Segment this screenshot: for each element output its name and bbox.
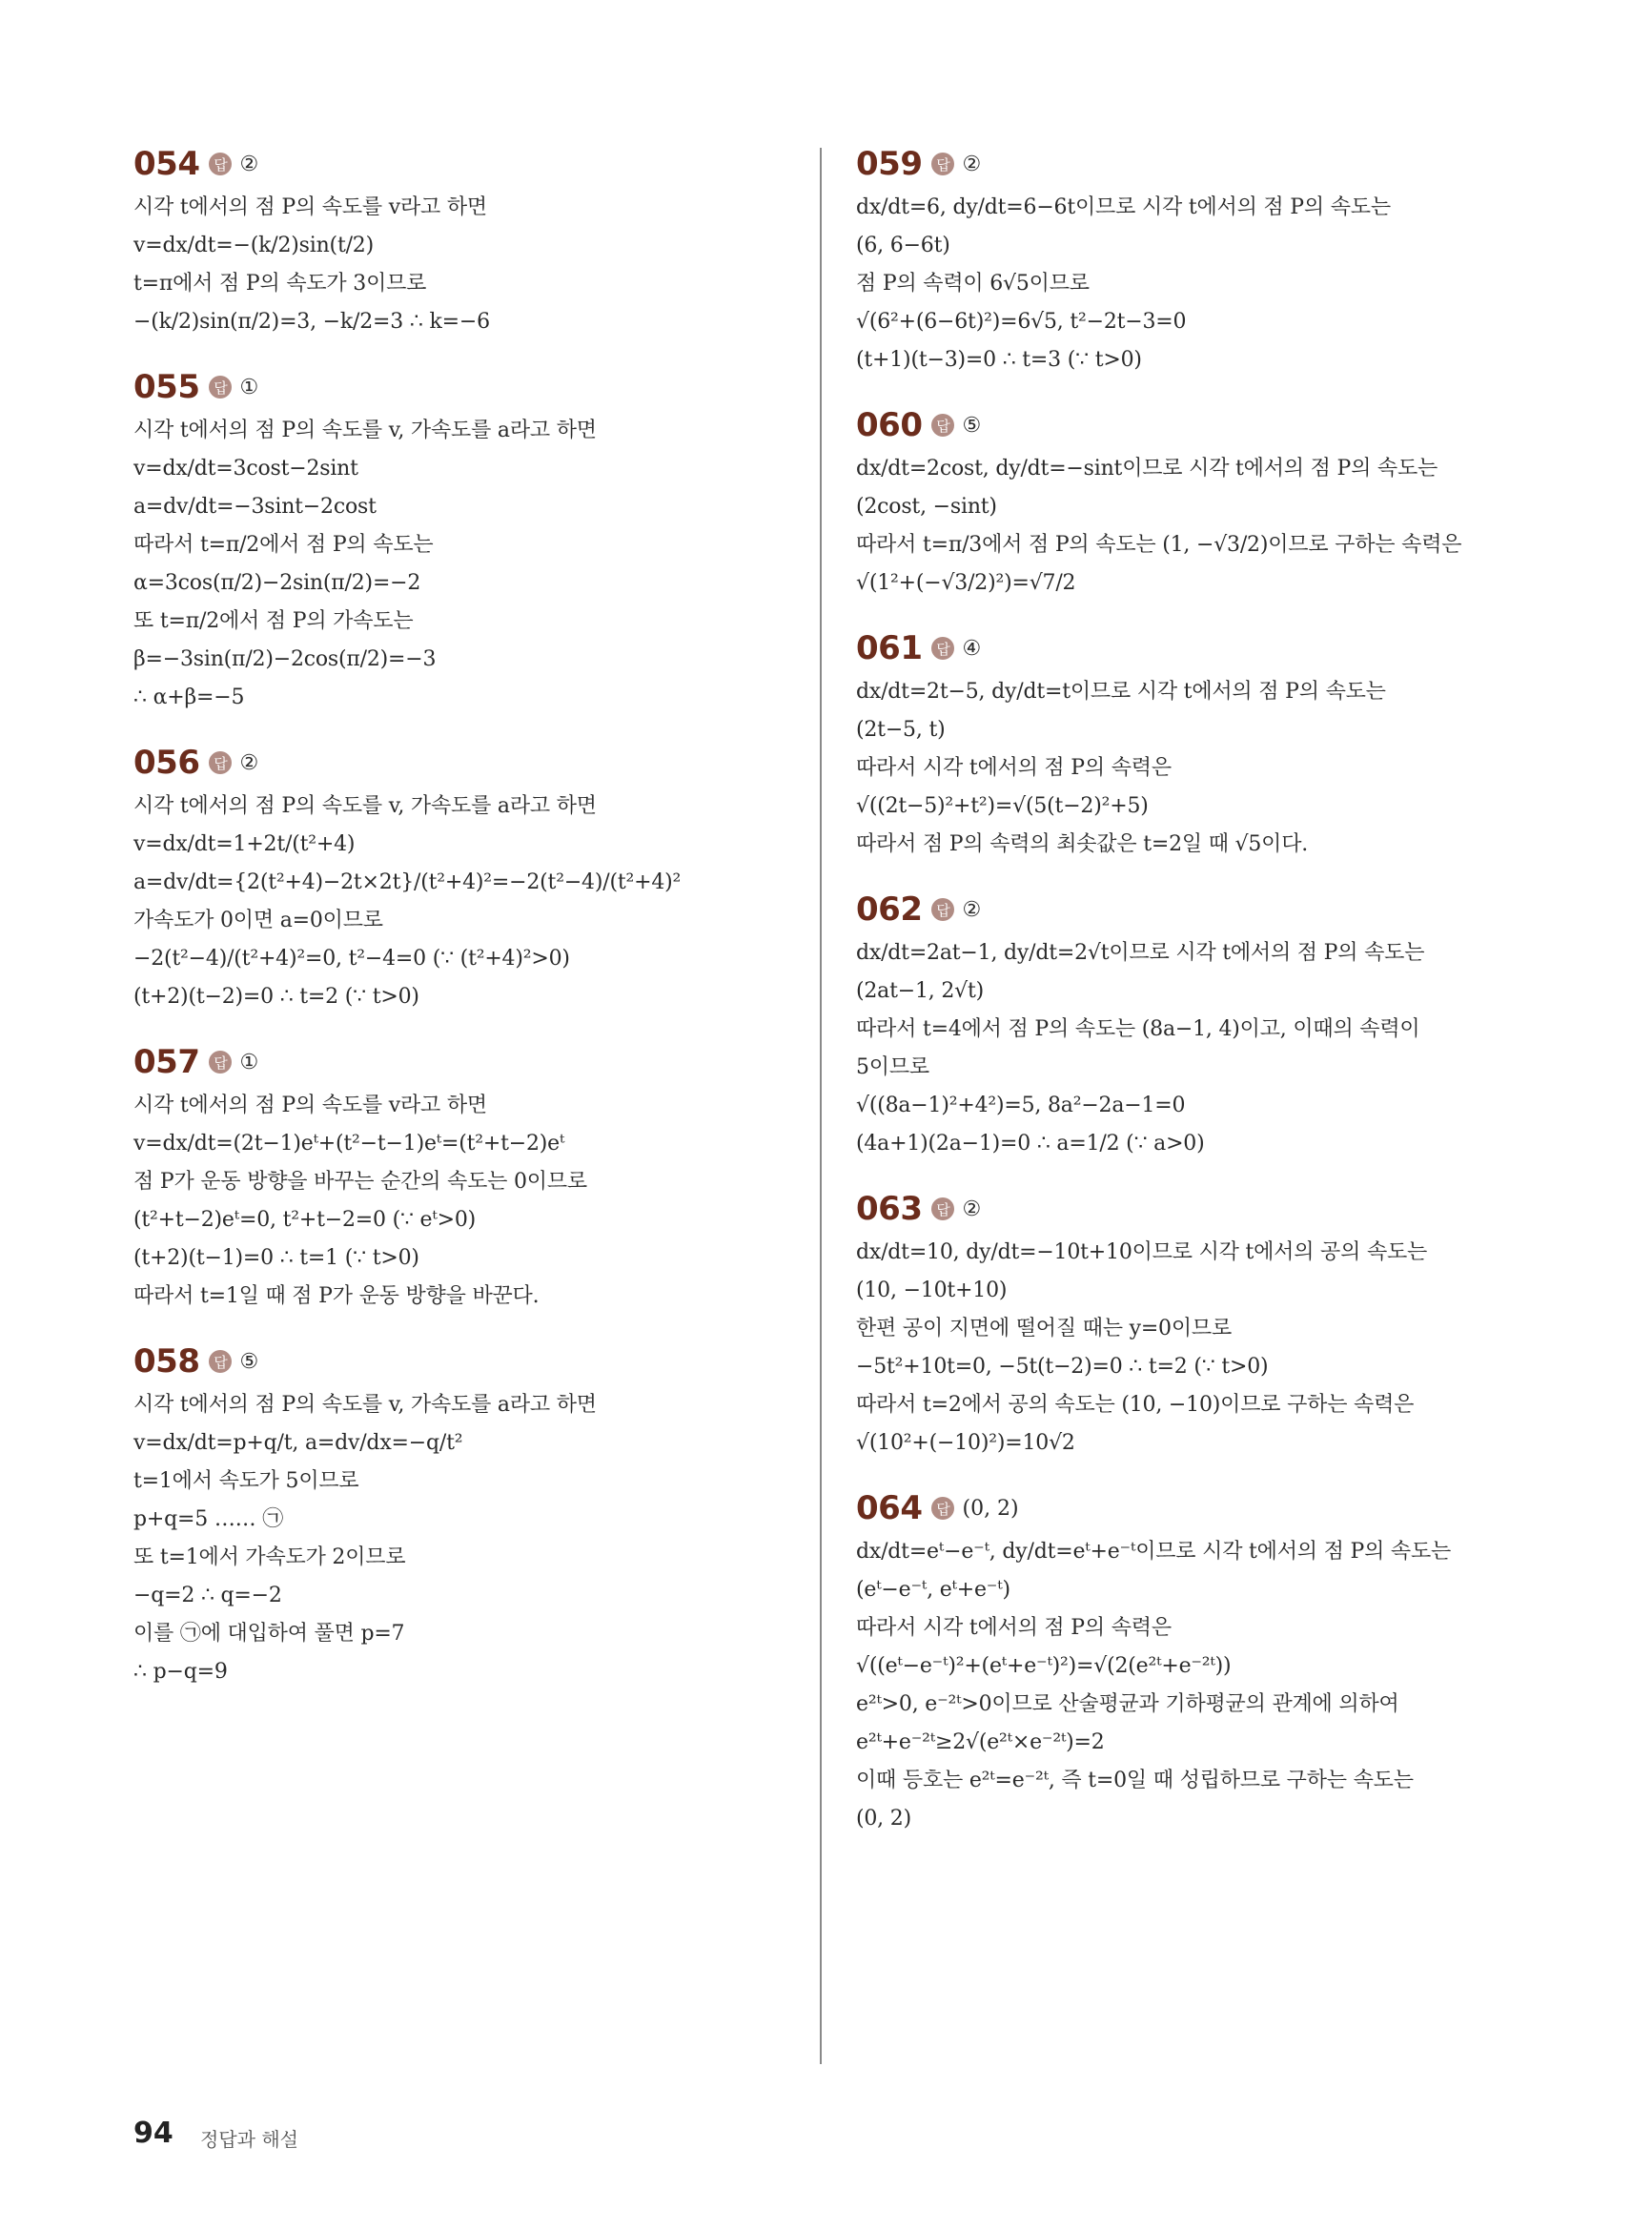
problem-number: 057 [133,1043,200,1081]
solution-line: √(10²+(−10)²)=10√2 [856,1431,1075,1455]
solution-line: (0, 2) [856,1807,911,1831]
solution-line: v=dx/dt=3cost−2sint [133,457,358,481]
problem-059 [856,143,1523,376]
solution-line: 또 t=π/2에서 점 P의 가속도는 [133,609,414,633]
solution-line: v=dx/dt=(2t−1)eᵗ+(t²−t−1)eᵗ=(t²+t−2)eᵗ [133,1132,565,1156]
solution-line: (2at−1, 2√t) [856,979,984,1003]
solution-line: α=3cos(π/2)−2sin(π/2)=−2 [133,571,421,595]
solution-line: dx/dt=eᵗ−e⁻ᵗ, dy/dt=eᵗ+e⁻ᵗ이므로 시각 t에서의 점 P의 속도는 [856,1540,1452,1564]
solution-line: 따라서 t=π/2에서 점 P의 속도는 [133,533,434,557]
solution-line: 시각 t에서의 점 P의 속도를 v, 가속도를 a라고 하면 [133,794,597,818]
solution-line: 따라서 시각 t에서의 점 P의 속력은 [856,756,1172,780]
answer-badge-icon: 답 [931,1197,954,1220]
answer-value: ⑤ [962,413,982,438]
answer-value: ① [239,1050,259,1074]
problem-number: 061 [856,629,923,667]
solution-line: 따라서 점 P의 속력의 최솟값은 t=2일 때 √5이다. [856,832,1309,856]
answer-value: ② [239,152,259,176]
solution-line: (6, 6−6t) [856,234,950,257]
solution-line: (eᵗ−e⁻ᵗ, eᵗ+e⁻ᵗ) [856,1578,1010,1602]
solution-line: v=dx/dt=−(k/2)sin(t/2) [133,234,374,257]
solution-line: 따라서 시각 t에서의 점 P의 속력은 [856,1616,1172,1640]
right-column [856,143,1523,1863]
solution-line: −q=2 ∴ q=−2 [133,1584,282,1607]
problem-060 [856,404,1523,599]
problem-057 [133,1041,667,1312]
problem-number: 055 [133,368,200,406]
answer-badge-icon: 답 [209,376,232,399]
problem-header [856,404,1523,446]
answer-badge-icon: 답 [209,751,232,774]
problem-056 [133,742,682,1013]
problem-number: 054 [133,145,200,183]
problem-054 [133,143,667,338]
problem-number: 064 [856,1489,923,1527]
solution-line: 점 P가 운동 방향을 바꾸는 순간의 속도는 0이므로 [133,1170,587,1194]
answer-value: ⑤ [239,1349,259,1374]
solution-line: a=dv/dt=−3sint−2cost [133,495,377,519]
solution-line: −(k/2)sin(π/2)=3, −k/2=3 ∴ k=−6 [133,310,490,334]
answer-badge-icon: 답 [209,1051,232,1074]
problem-header [133,742,667,784]
solution-line: v=dx/dt=p+q/t, a=dv/dx=−q/t² [133,1431,463,1455]
problem-number: 059 [856,145,923,183]
solution-line: (t+2)(t−2)=0 ∴ t=2 (∵ t>0) [133,985,419,1009]
answer-value: ② [962,1197,982,1221]
solution-line: p+q=5 …… ㉠ [133,1507,284,1531]
problem-header [133,143,667,185]
solution-line: √(6²+(6−6t)²)=6√5, t²−2t−3=0 [856,310,1187,334]
solution-line: (2t−5, t) [856,718,946,742]
answer-badge-icon: 답 [931,1497,954,1520]
answer-badge-icon: 답 [931,414,954,437]
solution-line: 이를 ㉠에 대입하여 풀면 p=7 [133,1622,405,1646]
solution-line: (4a+1)(2a−1)=0 ∴ a=1/2 (∵ a>0) [856,1132,1205,1156]
problem-header [133,1340,667,1382]
solution-line: 또 t=1에서 가속도가 2이므로 [133,1545,406,1569]
solution-line: 따라서 t=4에서 점 P의 속도는 (8a−1, 4)이고, 이때의 속력이 [856,1017,1420,1041]
problem-055 [133,366,667,713]
solution-line: √((8a−1)²+4²)=5, 8a²−2a−1=0 [856,1094,1186,1117]
solution-line: e²ᵗ>0, e⁻²ᵗ>0이므로 산술평균과 기하평균의 관계에 의하여 [856,1692,1399,1716]
solution-line: ∴ p−q=9 [133,1660,228,1684]
problem-number: 063 [856,1190,923,1228]
problem-header [856,1188,1523,1230]
solution-line: 따라서 t=1일 때 점 P가 운동 방향을 바꾼다. [133,1284,540,1308]
problem-header [133,366,667,408]
solution-line: 5이므로 [856,1055,929,1079]
solution-line: (t²+t−2)eᵗ=0, t²+t−2=0 (∵ eᵗ>0) [133,1208,477,1232]
solution-line: 가속도가 0이면 a=0이므로 [133,909,383,932]
solution-line: √((eᵗ−e⁻ᵗ)²+(eᵗ+e⁻ᵗ)²)=√(2(e²ᵗ+e⁻²ᵗ)) [856,1654,1232,1678]
solution-line: (t+1)(t−3)=0 ∴ t=3 (∵ t>0) [856,348,1142,372]
solution-line: dx/dt=2cost, dy/dt=−sint이므로 시각 t에서의 점 P의 속도는 [856,457,1438,481]
solution-line: β=−3sin(π/2)−2cos(π/2)=−3 [133,647,437,671]
problem-header [856,1487,1523,1529]
solution-line: −5t²+10t=0, −5t(t−2)=0 ∴ t=2 (∵ t>0) [856,1355,1269,1379]
footer-label: 정답과 해설 [200,2128,298,2151]
solution-line: √((2t−5)²+t²)=√(5(t−2)²+5) [856,794,1149,818]
solution-line: 시각 t에서의 점 P의 속도를 v, 가속도를 a라고 하면 [133,1393,597,1417]
solution-line: 점 P의 속력이 6√5이므로 [856,272,1090,296]
answer-badge-icon: 답 [931,898,954,921]
page-number: 94 [133,2117,173,2150]
answer-value: ② [962,152,982,176]
solution-line: 따라서 t=2에서 공의 속도는 (10, −10)이므로 구하는 속력은 [856,1393,1415,1417]
problem-063 [856,1188,1523,1459]
problem-header [133,1041,667,1083]
problem-header [856,143,1523,185]
problem-header [856,627,1523,669]
answer-value: (0, 2) [962,1496,1019,1521]
answer-value: ② [239,750,259,775]
answer-badge-icon: 답 [209,153,232,175]
solution-line: e²ᵗ+e⁻²ᵗ≥2√(e²ᵗ×e⁻²ᵗ)=2 [856,1730,1105,1754]
problem-061 [856,627,1523,860]
solution-line: (t+2)(t−1)=0 ∴ t=1 (∵ t>0) [133,1246,419,1270]
solution-line: (10, −10t+10) [856,1279,1008,1302]
column-divider [820,148,822,2064]
problem-number: 060 [856,406,923,444]
solution-line: dx/dt=10, dy/dt=−10t+10이므로 시각 t에서의 공의 속도는 [856,1240,1428,1264]
problem-number: 058 [133,1342,200,1381]
problem-header [856,889,1523,931]
answer-badge-icon: 답 [931,637,954,660]
answer-value: ② [962,897,982,922]
solution-line: t=π에서 점 P의 속도가 3이므로 [133,272,427,296]
problem-058 [133,1340,667,1688]
solution-line: dx/dt=2t−5, dy/dt=t이므로 시각 t에서의 점 P의 속도는 [856,680,1386,704]
solution-line: (2cost, −sint) [856,495,997,519]
answer-badge-icon: 답 [931,153,954,175]
solution-line: dx/dt=2at−1, dy/dt=2√t이므로 시각 t에서의 점 P의 속도는 [856,941,1425,965]
solution-line: 시각 t에서의 점 P의 속도를 v, 가속도를 a라고 하면 [133,419,597,442]
solution-line: ∴ α+β=−5 [133,685,245,709]
answer-badge-icon: 답 [209,1350,232,1373]
solution-line: −2(t²−4)/(t²+4)²=0, t²−4=0 (∵ (t²+4)²>0) [133,947,570,971]
solution-line: 시각 t에서의 점 P의 속도를 v라고 하면 [133,195,487,219]
problem-064 [856,1487,1523,1834]
solution-line: v=dx/dt=1+2t/(t²+4) [133,832,356,856]
problem-062 [856,889,1523,1159]
answer-value: ④ [962,636,982,661]
solution-line: √(1²+(−√3/2)²)=√7/2 [856,571,1076,595]
left-column [133,143,682,1716]
answer-value: ① [239,375,259,399]
solution-line: 이때 등호는 e²ᵗ=e⁻²ᵗ, 즉 t=0일 때 성립하므로 구하는 속도는 [856,1769,1414,1792]
solution-line: dx/dt=6, dy/dt=6−6t이므로 시각 t에서의 점 P의 속도는 [856,195,1391,219]
problem-number: 062 [856,890,923,929]
solution-line: t=1에서 속도가 5이므로 [133,1469,359,1493]
solution-line: 한편 공이 지면에 떨어질 때는 y=0이므로 [856,1317,1233,1340]
solution-line: a=dv/dt={2(t²+4)−2t×2t}/(t²+4)²=−2(t²−4)/(t²+4)² [133,870,682,894]
solution-line: 따라서 t=π/3에서 점 P의 속도는 (1, −√3/2)이므로 구하는 속력은 [856,533,1462,557]
problem-number: 056 [133,744,200,782]
solution-line: 시각 t에서의 점 P의 속도를 v라고 하면 [133,1094,487,1117]
